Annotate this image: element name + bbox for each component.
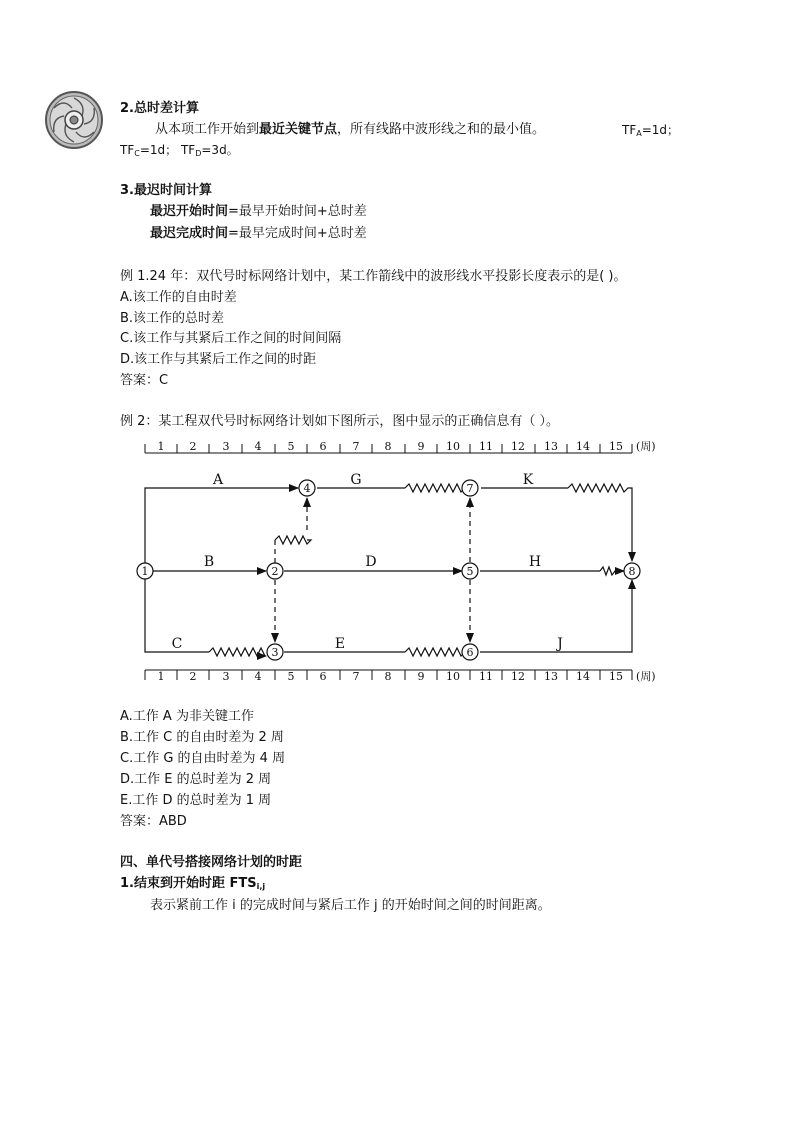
- desc-suffix: ，所有线路中波形线之和的最小值。: [337, 122, 546, 137]
- node-4-label: 4: [303, 482, 311, 495]
- top-week-10: 10: [446, 440, 460, 453]
- example-1-option-d: D.该工作与其紧后工作之间的时距: [120, 352, 317, 367]
- latest-start-formula: 最迟开始时间=最早开始时间+总时差: [150, 204, 367, 219]
- dummy-2-4-wave: [275, 536, 311, 544]
- top-week-6: 6: [319, 440, 327, 453]
- example-2-option-a: A.工作 A 为非关键工作: [120, 709, 254, 724]
- activity-h-label: H: [528, 554, 542, 570]
- bottom-week-14: 14: [576, 670, 590, 683]
- latest-finish-formula: 最迟完成时间=最早完成时间+总时差: [150, 226, 367, 241]
- top-week-7: 7: [352, 440, 360, 453]
- top-week-13: 13: [544, 440, 558, 453]
- top-unit-label: (周): [636, 440, 656, 453]
- activity-e-label: E: [334, 636, 346, 652]
- bottom-week-10: 10: [446, 670, 460, 683]
- bottom-week-1: 1: [157, 670, 165, 683]
- bottom-week-7: 7: [352, 670, 360, 683]
- bottom-week-15: 15: [609, 670, 623, 683]
- activity-g-label: G: [350, 472, 362, 488]
- tf-a-value: $TF_A=1d$；: [622, 123, 680, 138]
- desc-bold: 最近关键节点: [259, 122, 338, 137]
- node-3-label: 3: [271, 646, 279, 659]
- example-2-answer: 答案：ABD: [120, 814, 187, 829]
- bottom-week-9: 9: [417, 670, 425, 683]
- top-week-14: 14: [576, 440, 590, 453]
- activity-j-label: J: [557, 636, 563, 652]
- top-week-12: 12: [511, 440, 525, 453]
- bottom-week-2: 2: [189, 670, 197, 683]
- node-5-label: 5: [466, 565, 474, 578]
- activity-j-arrow: [480, 580, 632, 652]
- top-week-5: 5: [287, 440, 295, 453]
- top-week-4: 4: [254, 440, 262, 453]
- activity-d-label: D: [365, 554, 377, 570]
- bottom-week-11: 11: [479, 670, 493, 683]
- top-week-9: 9: [417, 440, 425, 453]
- section-2-heading: 2.总时差计算: [120, 101, 199, 116]
- activity-k-label: K: [522, 472, 534, 488]
- section-3-heading: 3.最迟时间计算: [120, 183, 212, 198]
- activity-a-label: A: [212, 472, 224, 488]
- example-1-question: 例 1.24 年：双代号时标网络计划中，某工作箭线中的波形线水平投影长度表示的是( )。: [120, 269, 627, 284]
- bottom-week-5: 5: [287, 670, 295, 683]
- example-2-option-d: D.工作 E 的总时差为 2 周: [120, 772, 272, 787]
- top-week-8: 8: [384, 440, 392, 453]
- activity-c-wave: [209, 648, 266, 656]
- node-8-label: 8: [628, 565, 636, 578]
- example-2-option-b: B.工作 C 的自由时差为 2 周: [120, 730, 284, 745]
- activity-c-label: C: [171, 636, 183, 652]
- node-2-label: 2: [271, 565, 279, 578]
- top-week-2: 2: [189, 440, 197, 453]
- activity-b-label: B: [203, 554, 215, 570]
- section-4-heading: 四、单代号搭接网络计划的时距: [120, 855, 303, 870]
- activity-k-wave: [568, 484, 632, 561]
- bottom-week-12: 12: [511, 670, 525, 683]
- activity-h-wave: [600, 567, 624, 575]
- tf-cd-values: $TF_C=1d$； $TF_D=3d$。: [120, 143, 239, 158]
- node-6-label: 6: [466, 646, 474, 659]
- desc-prefix: 从本项工作开始到: [155, 122, 260, 137]
- node-1-label: 1: [141, 565, 149, 578]
- top-week-3: 3: [222, 440, 230, 453]
- example-2-option-c: C.工作 G 的自由时差为 4 周: [120, 751, 286, 766]
- example-1-option-c: C.该工作与其紧后工作之间的时间间隔: [120, 331, 342, 346]
- top-week-11: 11: [479, 440, 493, 453]
- bottom-unit-label: (周): [636, 670, 656, 683]
- bottom-week-4: 4: [254, 670, 262, 683]
- activity-g-wave: [405, 484, 465, 492]
- example-1-option-a: A.该工作的自由时差: [120, 290, 237, 305]
- example-1-answer: 答案：C: [120, 373, 169, 388]
- example-2-question: 例 2：某工程双代号时标网络计划如下图所示，图中显示的正确信息有（ ）。: [120, 414, 560, 429]
- example-1-option-b: B.该工作的总时差: [120, 311, 225, 326]
- section-4-description: 表示紧前工作 i 的完成时间与紧后工作 j 的开始时间之间的时间距离。: [150, 898, 551, 913]
- section-4-subheading: 1.结束到开始时距 $FTS_{i,j}$: [120, 876, 266, 891]
- bottom-week-13: 13: [544, 670, 558, 683]
- bottom-week-3: 3: [222, 670, 230, 683]
- bottom-week-6: 6: [319, 670, 327, 683]
- top-week-1: 1: [157, 440, 165, 453]
- top-week-15: 15: [609, 440, 623, 453]
- bottom-week-8: 8: [384, 670, 392, 683]
- example-2-option-e: E.工作 D 的总时差为 1 周: [120, 793, 272, 808]
- node-7-label: 7: [466, 482, 474, 495]
- activity-e-wave: [405, 648, 465, 656]
